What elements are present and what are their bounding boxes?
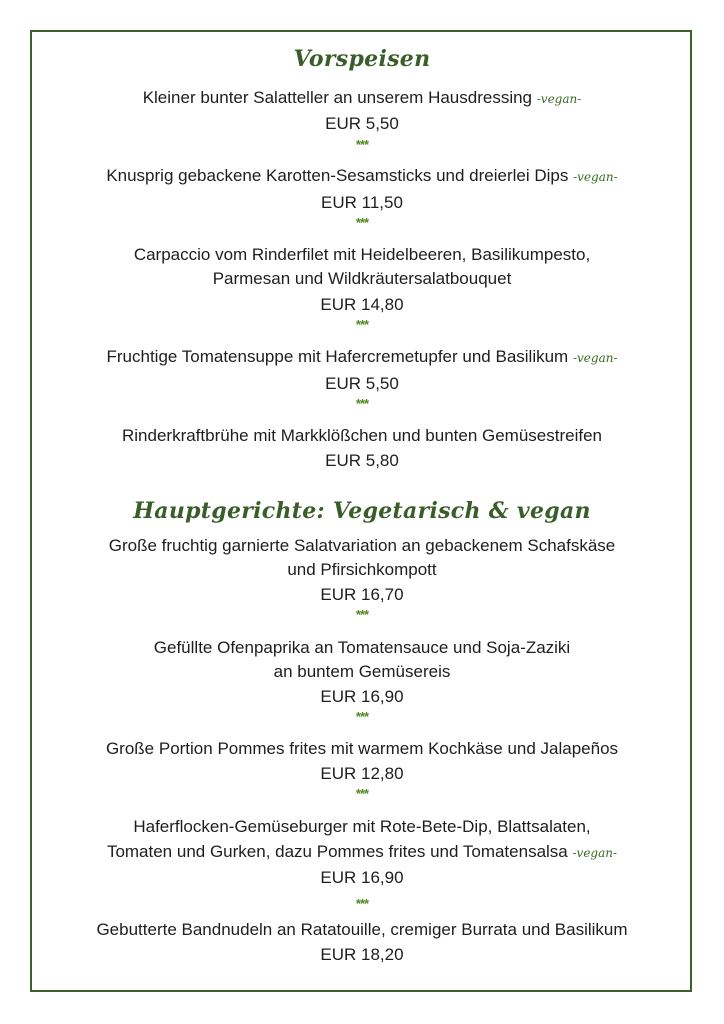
vegan-tag: -vegan-	[572, 846, 618, 860]
dish-name: Fruchtige Tomatensuppe mit Hafercremetupfer und Basilikum -vegan-	[106, 347, 618, 366]
dish-name: Große fruchtig garnierte Salatvariation an gebackenem Schafskäse	[108, 536, 616, 555]
dish-price: EUR 12,80	[320, 764, 404, 783]
separator: ***	[355, 396, 369, 411]
separator: ***	[355, 317, 369, 332]
vegan-tag: -vegan-	[572, 351, 618, 365]
dish-name: Große Portion Pommes frites mit warmem Kochkäse und Jalapeños	[105, 739, 619, 758]
separator: ***	[355, 137, 369, 152]
section-title-hauptgerichte: Hauptgerichte: Vegetarisch & vegan	[133, 498, 591, 524]
dish-name: Gebutterte Bandnudeln an Ratatouille, cremiger Burrata und Basilikum	[96, 920, 628, 939]
dish-price: EUR 5,50	[325, 114, 399, 133]
separator: ***	[355, 607, 369, 622]
separator: ***	[355, 896, 369, 911]
dish-name: Gefüllte Ofenpaprika an Tomatensauce und Soja-Zaziki	[153, 638, 571, 657]
dish-name-line2: und Pfirsichkompott	[287, 560, 437, 579]
dish-name-line2: an buntem Gemüsereis	[273, 662, 451, 681]
dish-name: Rinderkraftbrühe mit Markklößchen und bunten Gemüsestreifen	[121, 426, 602, 445]
dish-price: EUR 5,80	[325, 451, 399, 470]
dish-name: Carpaccio vom Rinderfilet mit Heidelbeeren, Basilikumpesto,	[133, 245, 591, 264]
dish-name: Knusprig gebackene Karotten-Sesamsticks und dreierlei Dips -vegan-	[106, 166, 618, 185]
dish-price: EUR 16,90	[320, 868, 404, 887]
dish-name-line2: Parmesan und Wildkräutersalatbouquet	[212, 269, 512, 288]
separator: ***	[355, 786, 369, 801]
section-title-vorspeisen: Vorspeisen	[293, 46, 431, 72]
dish-price: EUR 18,20	[320, 945, 404, 964]
dish-price: EUR 11,50	[321, 193, 403, 212]
separator: ***	[355, 709, 369, 724]
dish-price: EUR 14,80	[320, 295, 404, 314]
dish-price: EUR 16,70	[320, 585, 404, 604]
dish-price: EUR 16,90	[320, 687, 404, 706]
separator: ***	[355, 215, 369, 230]
dish-price: EUR 5,50	[325, 374, 399, 393]
dish-name: Haferflocken-Gemüseburger mit Rote-Bete-Dip, Blattsalaten,	[133, 817, 591, 836]
dish-name: Kleiner bunter Salatteller an unserem Hausdressing -vegan-	[142, 88, 582, 107]
vegan-tag: -vegan-	[573, 170, 618, 184]
vegan-tag: -vegan-	[536, 92, 582, 106]
dish-name-line2: Tomaten und Gurken, dazu Pommes frites und Tomatensalsa -vegan-	[106, 842, 618, 861]
